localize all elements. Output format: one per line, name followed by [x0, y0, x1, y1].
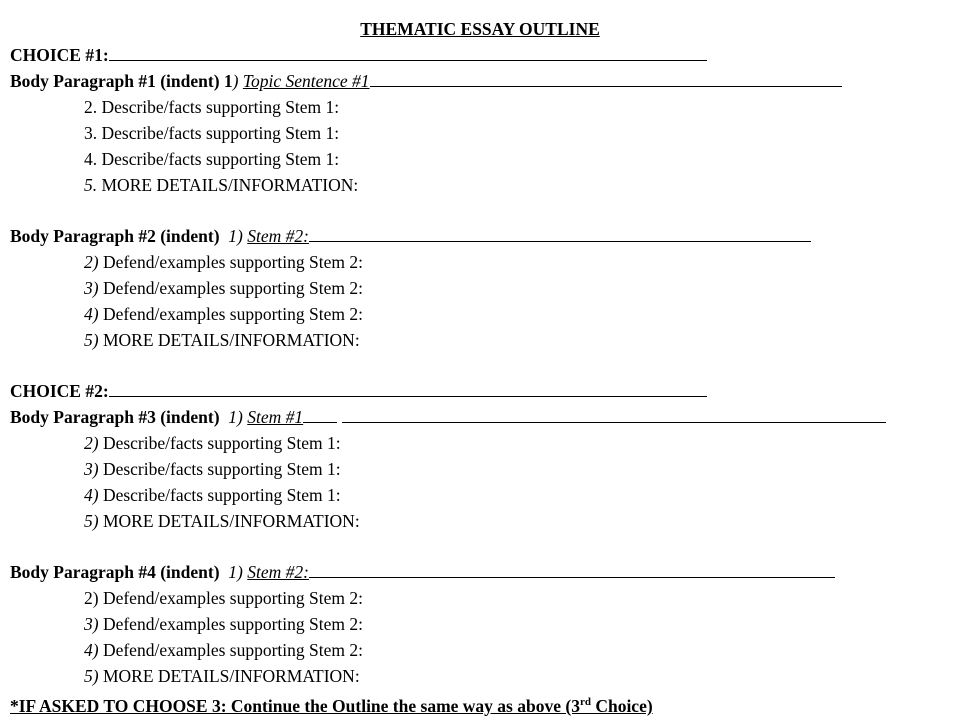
list-item: 4) Defend/examples supporting Stem 2: [84, 640, 363, 660]
paragraph-1-topic-sentence: Topic Sentence #1 [242, 71, 370, 91]
list-item: 4. Describe/facts supporting Stem 1: [84, 149, 340, 169]
paragraph-3-heading: Body Paragraph #3 (indent) [10, 407, 220, 427]
choice-1-line [10, 44, 707, 66]
paragraph-3-heading-line [10, 406, 886, 428]
paragraph-4-stem: Stem #2: [247, 562, 309, 582]
choice-2-blank [109, 381, 707, 397]
list-item: 4) Defend/examples supporting Stem 2: [84, 304, 363, 324]
list-item: 2. Describe/facts supporting Stem 1: [84, 97, 340, 117]
list-item: 2) Defend/examples supporting Stem 2: [84, 588, 363, 608]
paragraph-3-blank-short [303, 407, 337, 423]
choice-2-label: CHOICE #2: [10, 381, 109, 401]
list-item: 3. Describe/facts supporting Stem 1: [84, 123, 340, 143]
list-item: 5) MORE DETAILS/INFORMATION: [84, 511, 360, 531]
paragraph-2-item-1-number: 1) [228, 226, 243, 246]
footer-note: *IF ASKED TO CHOOSE 3: Continue the Outline the same way as above (3rd Choice) [10, 696, 653, 716]
paragraph-1-heading: Body Paragraph #1 (indent) [10, 71, 220, 91]
choice-2-line [10, 380, 707, 402]
list-item: 2) Describe/facts supporting Stem 1: [84, 433, 341, 453]
paragraph-2-stem: Stem #2: [247, 226, 309, 246]
list-item: 3) Defend/examples supporting Stem 2: [84, 278, 363, 298]
list-item: 3) Describe/facts supporting Stem 1: [84, 459, 341, 479]
paragraph-2-blank [309, 226, 811, 242]
paragraph-1-item-1-number: 1 [223, 71, 233, 91]
paragraph-3-item-1-number: 1) [228, 407, 243, 427]
paragraph-2-heading-line [10, 225, 811, 247]
paragraph-2-heading: Body Paragraph #2 (indent) [10, 226, 220, 246]
paragraph-3-stem: Stem #1 [247, 407, 304, 427]
list-item: 5. MORE DETAILS/INFORMATION: [84, 175, 359, 195]
paragraph-1-heading-line: Body Paragraph #1 (indent) 1) Topic Sentence #1 [10, 70, 842, 92]
list-item: 2) Defend/examples supporting Stem 2: [84, 252, 363, 272]
list-item: 3) Defend/examples supporting Stem 2: [84, 614, 363, 634]
paragraph-3-blank [342, 407, 886, 423]
paragraph-4-heading-line [10, 561, 835, 583]
paragraph-1-blank [370, 71, 842, 87]
paragraph-4-blank [309, 562, 835, 578]
paragraph-4-heading: Body Paragraph #4 (indent) [10, 562, 220, 582]
list-item: 5) MORE DETAILS/INFORMATION: [84, 330, 360, 350]
page-title: THEMATIC ESSAY OUTLINE [360, 19, 600, 39]
choice-1-blank [109, 45, 707, 61]
list-item: 4) Describe/facts supporting Stem 1: [84, 485, 341, 505]
list-item: 5) MORE DETAILS/INFORMATION: [84, 666, 360, 686]
choice-1-label: CHOICE #1: [10, 45, 109, 65]
paragraph-4-item-1-number: 1) [228, 562, 243, 582]
